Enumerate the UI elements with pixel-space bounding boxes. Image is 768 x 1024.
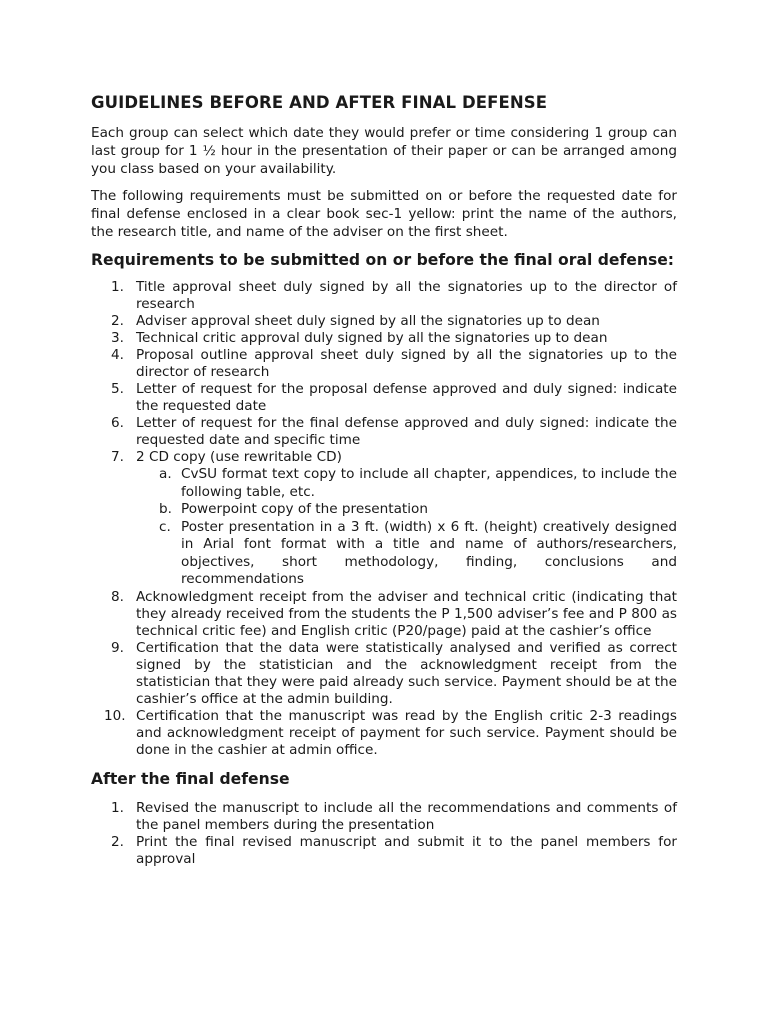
after-defense-list [91, 800, 677, 868]
list-number: 8. [111, 588, 124, 605]
list-item-text: Revised the manuscript to include all the recommendations and comments of the panel members during the presentation [136, 799, 677, 833]
list-item [91, 708, 677, 759]
list-number: 10. [104, 707, 126, 724]
list-number: 6. [111, 415, 124, 431]
list-item-text: 2 CD copy (use rewritable CD) [136, 449, 342, 465]
list-number: 7. [111, 449, 124, 465]
list-item-text: Technical critic approval duly signed by all the signatories up to dean [136, 330, 608, 346]
list-item-text: Title approval sheet duly signed by all the signatories up to the director of research [136, 279, 677, 312]
list-number: 9. [111, 639, 124, 656]
list-item [91, 381, 677, 415]
list-number: 5. [111, 381, 124, 397]
list-item [91, 449, 677, 589]
intro-paragraph-2: The following requirements must be submitted on or before the requested date for final defense enclosed in a clear book sec-1 yellow: print the name of the authors, the research title, and name of the adviser on the first sheet. [91, 188, 677, 240]
list-item [91, 279, 677, 313]
list-item [91, 800, 677, 834]
list-number: 2. [111, 313, 124, 329]
list-number: 1. [111, 799, 124, 816]
list-item-text: Proposal outline approval sheet duly signed by all the signatories up to the director of research [136, 347, 677, 380]
document-page [91, 92, 677, 868]
list-item [91, 330, 677, 347]
sublist-letter: a. [159, 466, 172, 482]
list-item-text: Certification that the data were statistically analysed and verified as correct signed by the statistician and the acknowledgment receipt from the statistician that they were paid already such service. Payment should be at the cashier’s office at the admin building. [136, 639, 677, 707]
cd-sublist [136, 466, 677, 589]
list-item-text: Letter of request for the proposal defense approved and duly signed: indicate the requested date [136, 381, 677, 414]
list-number: 4. [111, 347, 124, 363]
list-item-text: Print the final revised manuscript and submit it to the panel members for approval [136, 833, 677, 867]
sublist-item-text: CvSU format text copy to include all chapter, appendices, to include the following table, etc. [181, 466, 677, 500]
document-title: GUIDELINES BEFORE AND AFTER FINAL DEFENSE [91, 93, 548, 112]
intro-paragraph-1: Each group can select which date they would prefer or time considering 1 group can last group for 1 ½ hour in the presentation of their paper or can be arranged among you class based on your availability. [91, 125, 677, 177]
list-item-text: Certification that the manuscript was read by the English critic 2-3 readings and acknowledgment receipt of payment for such service. Payment should be done in the cashier at admin office. [136, 707, 677, 758]
sublist-letter: c. [159, 518, 171, 535]
sublist-item [136, 501, 677, 519]
sublist-item-text: Poster presentation in a 3 ft. (width) x 6 ft. (height) creatively designed in Arial font format with a title and name of authors/researchers, objectives, short methodology, finding, conclusions and recommendations [181, 518, 677, 587]
sublist-letter: b. [159, 501, 172, 517]
list-number: 1. [111, 279, 124, 295]
after-defense-heading: After the final defense [91, 769, 290, 788]
sublist-item [136, 519, 677, 589]
list-item-text: Adviser approval sheet duly signed by all the signatories up to dean [136, 313, 600, 329]
list-item [91, 640, 677, 708]
list-number: 3. [111, 330, 124, 346]
list-item [91, 347, 677, 381]
requirements-heading: Requirements to be submitted on or before the final oral defense: [91, 251, 675, 269]
list-item-text: Letter of request for the final defense approved and duly signed: indicate the requested date and specific time [136, 415, 677, 448]
list-item [91, 313, 677, 330]
list-number: 2. [111, 833, 124, 850]
list-item [91, 834, 677, 868]
list-item [91, 415, 677, 449]
list-item-text: Acknowledgment receipt from the adviser and technical critic (indicating that they already received from the students the P 1,500 adviser’s fee and P 800 as technical critic fee) and English critic (P20/page) paid at the cashier’s office [136, 588, 677, 639]
requirements-list [91, 279, 677, 759]
list-item [91, 589, 677, 640]
sublist-item [136, 466, 677, 501]
sublist-item-text: Powerpoint copy of the presentation [181, 501, 428, 517]
